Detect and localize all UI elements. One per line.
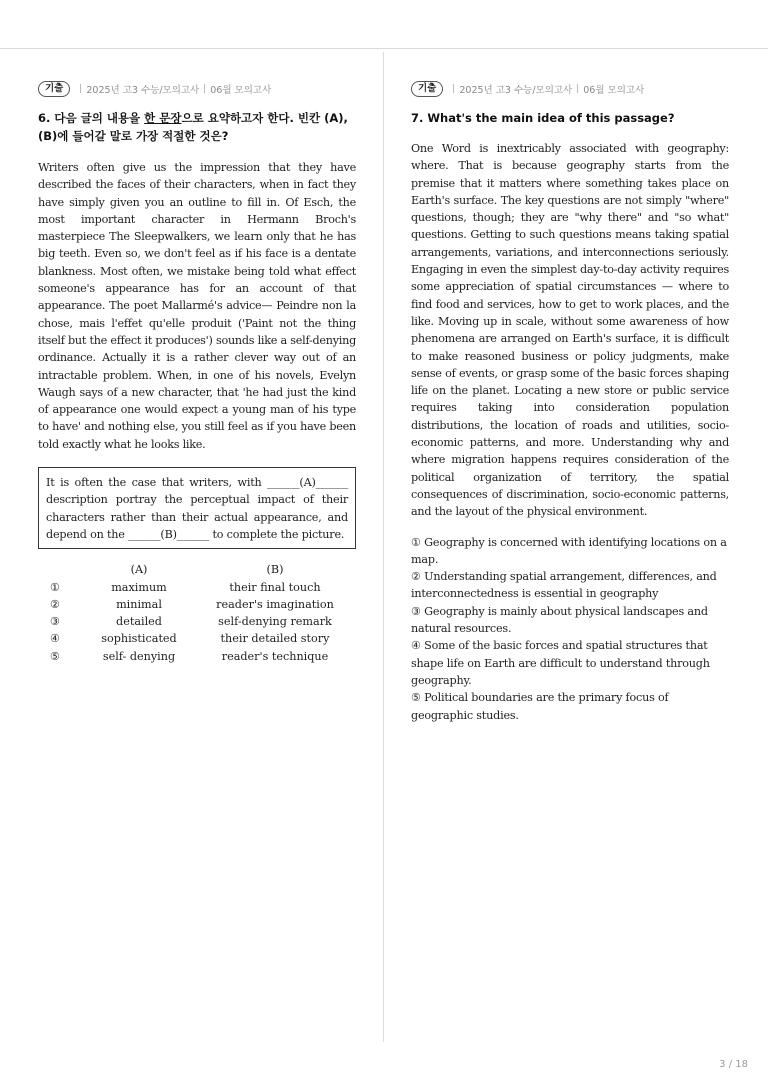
page-number: 3 / 18 xyxy=(719,1059,748,1070)
answer-choices-table xyxy=(38,561,356,665)
choice-b: their final touch xyxy=(229,580,321,594)
column-header-b: (B) xyxy=(266,563,284,577)
answer-choice-row[interactable] xyxy=(38,630,356,647)
reading-passage: Writers often give us the impression that they have described the faces of their characters, when in fact they have simply given you an outline to fill in. Of Esch, the most important character in Hermann Broch's masterpiece The Sleepwalkers, we learn only that he has big teeth. Even so, we don't feel as if his face is a dentate blankness. Most often, we mistake being told what effect someone's appearance has for an account of that appearance. The poet Mallarmé's advice— Peindre non la chose, mais l'effet qu'elle produit ('Paint not the thing itself but the effect it produces') sounds like a self-denying ordinance. Actually it is a rather clever way out of an intractable problem. When, in one of his novels, Evelyn Waugh says of a new character, that 'he had just the kind of appearance one would expect a young man of his type to have' and nothing else, you still feel as if you have been told exactly what he looks like. xyxy=(38,161,356,451)
answer-option[interactable]: ① Geography is concerned with identifying locations on a map. xyxy=(411,535,727,566)
question-text-underlined: 한 문장 xyxy=(144,111,182,125)
choice-number: ① xyxy=(50,580,61,594)
meta-separator xyxy=(577,84,578,93)
question-text-post: 으로 요약하고자 한다. 빈칸 (A), (B)에 들어갈 말로 가장 적절한 것은? xyxy=(38,111,348,143)
answer-option[interactable]: ② Understanding spatial arrangement, differences, and interconnectedness is essential in geography xyxy=(411,570,717,601)
choice-a: self- denying xyxy=(102,649,176,663)
choice-b: their detailed story xyxy=(220,632,330,646)
answer-option[interactable]: ④ Some of the basic forces and spatial structures that shape life on Earth are difficult to understand through geography. xyxy=(411,639,710,687)
exam-month: 06월 모의고사 xyxy=(210,84,272,96)
choice-a: sophisticated xyxy=(101,632,177,646)
answer-choice-row[interactable] xyxy=(38,579,356,596)
exam-source: 2025년 고3 수능/모의고사 xyxy=(86,84,200,96)
choice-a: maximum xyxy=(111,580,167,594)
question-6-column xyxy=(38,80,356,665)
question-title: 7. What's the main idea of this passage? xyxy=(411,111,675,125)
choice-number: ④ xyxy=(50,632,61,646)
answer-choice-row[interactable] xyxy=(38,596,356,613)
choice-number: ③ xyxy=(50,615,61,629)
choice-b: reader's imagination xyxy=(216,597,334,611)
exam-source: 2025년 고3 수능/모의고사 xyxy=(459,84,573,96)
choices-header-row xyxy=(38,561,356,578)
exam-month: 06월 모의고사 xyxy=(583,84,645,96)
answer-option[interactable]: ③ Geography is mainly about physical landscapes and natural resources. xyxy=(411,604,708,636)
answer-option[interactable]: ⑤ Political boundaries are the primary focus of geographic studies. xyxy=(411,691,669,722)
choice-a: detailed xyxy=(116,615,162,629)
answer-choice-row[interactable] xyxy=(38,648,356,665)
answer-choice-row[interactable] xyxy=(38,613,356,630)
meta-separator xyxy=(204,84,205,93)
choice-number: ⑤ xyxy=(50,649,61,663)
question-title xyxy=(38,109,356,145)
question-meta xyxy=(411,80,729,97)
choice-a: minimal xyxy=(116,597,162,611)
choice-number: ② xyxy=(50,597,61,611)
past-exam-badge: 기출 xyxy=(38,81,70,97)
question-meta xyxy=(38,80,356,97)
column-header-a: (A) xyxy=(130,563,148,577)
header-rule xyxy=(0,48,768,49)
meta-separator xyxy=(80,84,81,93)
reading-passage: One Word is inextricably associated with geography: where. That is because geography starts from the premise that it matters where something takes place on Earth's surface. The key questions are not simply "where" questions, though; they are "why there" and "so what" questions. Getting to such questions means taking spatial arrangements, variations, and interconnections seriously. Engaging in even the simplest day-to-day activity requires some appreciation of spatial circumstances — where to find food and services, how to get to work places, and the like. Moving up in scale, without some awareness of how phenomena are arranged on Earth's surface, it is difficult to make reasoned business or policy judgments, make sense of events, or grasp some of the basic forces shaping life on the planet. Locating a new store or public service requires taking into consideration population distributions, the location of roads and utilities, socio-economic patterns, and more. Understanding why and where migration happens requires consideration of the political organization of territory, the spatial consequences of discrimination, socio-economic patterns, and the layout of the physical environment. xyxy=(411,142,729,519)
summary-box: It is often the case that writers, with ______(A)______ description portray the perceptual impact of their characters rather than their actual appearance, and depend on the ______(B)______ to complete the picture. xyxy=(38,467,356,549)
choice-b: reader's technique xyxy=(221,649,329,663)
column-divider xyxy=(383,52,384,1042)
question-7-column xyxy=(411,80,729,724)
meta-separator xyxy=(453,84,454,93)
question-text-pre: 6. 다음 글의 내용을 xyxy=(38,111,145,125)
choice-b: self-denying remark xyxy=(218,615,332,629)
answer-options xyxy=(411,534,729,724)
past-exam-badge: 기출 xyxy=(411,81,443,97)
